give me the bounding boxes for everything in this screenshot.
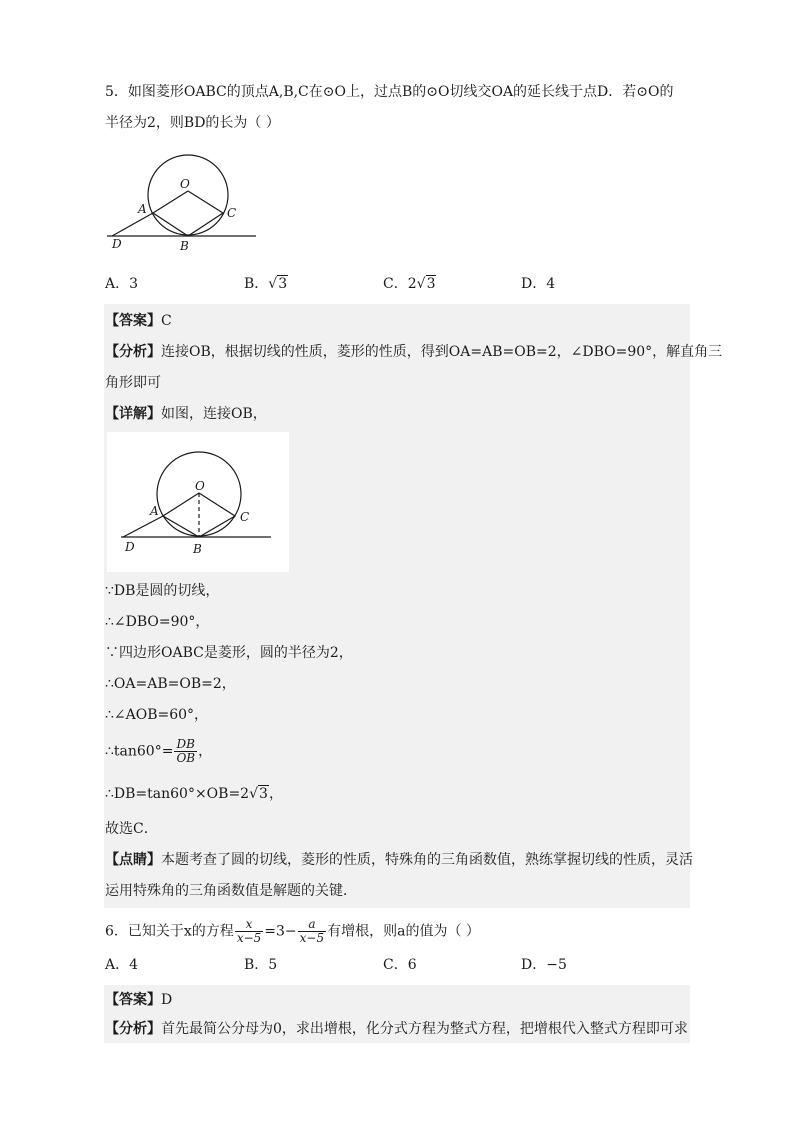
q5-solution-block [104, 304, 690, 908]
q5-step-8: 故选C． [105, 821, 158, 837]
q5-comment-line2: 运用特殊角的三角函数值是解题的关键． [105, 883, 357, 899]
q5-answer: 【答案】C [105, 313, 172, 329]
q5-analysis-line2: 角形即可 [105, 375, 161, 391]
q5-step-3: ∵四边形OABC是菱形，圆的半径为2， [105, 645, 353, 661]
q6-stem: 6．已知关于x的方程 $\frac{x}{x-5}$ =3− $\frac{a}{x-5}$ 有增根，则a的值为（ ） [105, 917, 480, 945]
q5-option-c: C．2√3 [383, 276, 436, 292]
q5-label-o: O [180, 177, 190, 191]
q5-label-d: D [112, 237, 122, 251]
q5-option-a: A．3 [105, 276, 139, 292]
q5-label-b: B [180, 239, 189, 253]
q5-stem-line1: 5．如图菱形OABC的顶点A,B,C在⊙O上，过点B的⊙O切线交OA的延长线于点D．若⊙O的 [105, 84, 674, 100]
q5-option-b: B．√3 [244, 276, 288, 292]
q5-analysis-line1: 【分析】连接OB，根据切线的性质，菱形的性质，得到OA=AB=OB=2，∠DBO=90°，解直角三 [105, 344, 723, 360]
q5-rhombus [153, 191, 223, 236]
q5-option-d: D．4 [521, 276, 556, 292]
q6-option-a: A．4 [105, 957, 139, 973]
q5-step-7: ∴DB=tan60°×OB=2√3， [105, 786, 283, 802]
q6-analysis-line1: 【分析】首先最简公分母为0，求出增根，化分式方程为整式方程，把增根代入整式方程即可求 [105, 1021, 688, 1037]
q5-stem-line2: 半径为2，则BD的长为（ ） [105, 115, 280, 131]
q5-label-a: A [138, 202, 147, 216]
q5-figure [104, 150, 264, 255]
q5-detail-figure [107, 432, 289, 572]
q5-comment-line1: 【点睛】本题考查了圆的切线，菱形的性质，特殊角的三角函数值，熟练掌握切线的性质，灵活 [105, 852, 693, 868]
q5-segment-da [112, 213, 153, 236]
q5-detail-figure-box [107, 432, 289, 572]
q5-detail-label-c: C [240, 510, 250, 524]
q6-option-b: B．5 [244, 957, 278, 973]
q5-step-4: ∴OA=AB=OB=2， [105, 676, 236, 692]
q6-fraction-1: $\frac{x}{x-5}$ [236, 917, 262, 945]
q5-detail-label-b: B [193, 542, 202, 556]
q6-fraction-2: $\frac{a}{x-5}$ [299, 917, 325, 945]
q5-step-1: ∵DB是圆的切线， [105, 583, 220, 599]
q5-detail-intro: 【详解】如图，连接OB， [105, 406, 267, 422]
q6-answer: 【答案】D [105, 992, 173, 1008]
q5-step-6: ∴tan60°= $\frac{DB}{OB}$ ， [105, 737, 213, 765]
q5-circle [148, 155, 228, 235]
q6-option-d: D．−5 [521, 957, 567, 973]
q5-detail-segment-da [123, 516, 163, 537]
q5-step-6-fraction: $\frac{DB}{OB}$ [176, 737, 196, 765]
q5-detail-label-d: D [125, 540, 135, 554]
q6-option-c: C．6 [383, 957, 417, 973]
q5-step-5: ∴∠AOB=60°， [105, 707, 209, 723]
q5-detail-label-o: O [195, 479, 205, 493]
q5-detail-label-a: A [150, 504, 159, 518]
q5-step-2: ∴∠DBO=90°， [105, 614, 210, 630]
q5-label-c: C [227, 206, 237, 220]
